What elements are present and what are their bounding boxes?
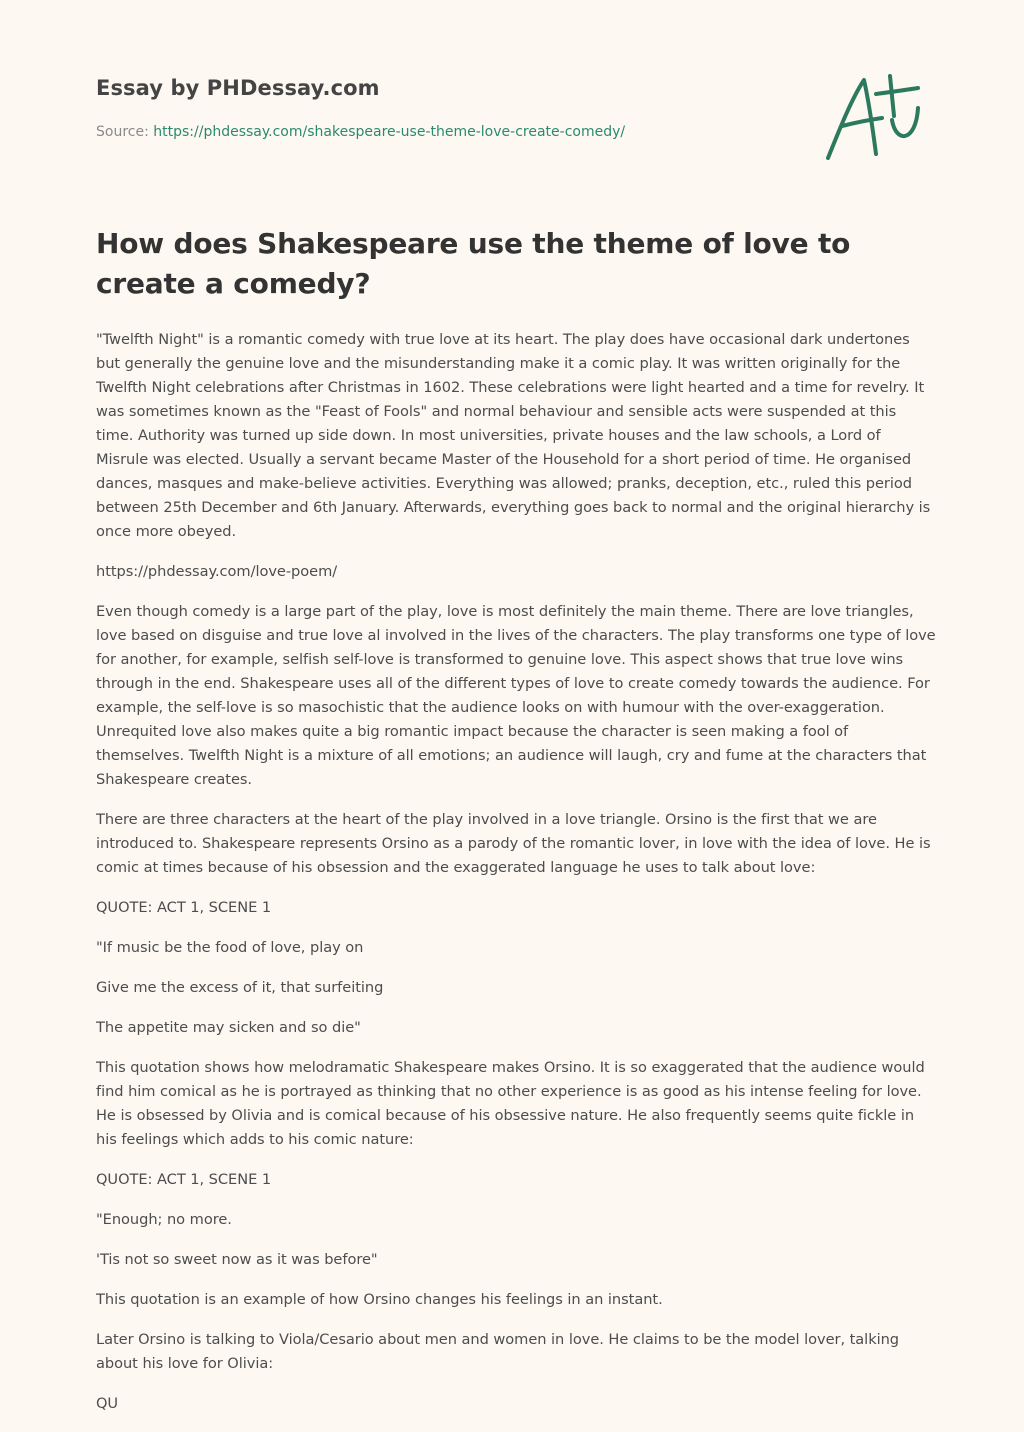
- source-label: Source:: [96, 124, 154, 140]
- paragraph-fickle: This quotation is an example of how Orsino changes his feelings in an instant.: [96, 1291, 663, 1308]
- love-poem-link[interactable]: https://phdessay.com/love-poem/: [96, 563, 338, 580]
- source-link[interactable]: https://phdessay.com/shakespeare-use-theme-love-create-comedy/: [153, 124, 626, 140]
- page-header: [96, 76, 796, 140]
- paragraph-main-theme: Even though comedy is a large part of the play, love is most definitely the main theme. There are love triangles, love based on disguise and true love al involved in the lives of the characters. The play transforms one type of love for another, for example, selfish self-love is transformed to genuine love. This aspect shows that true love wins through in the end. Shakespeare uses all of the different types of love to create comedy towards the audience. For example, the self-love is so masochistic that the audience looks on with humour with the over-exaggeration. Unrequited love also makes quite a big romantic impact because the character is seen making a fool of themselves. Twelfth Night is a mixture of all emotions; an audience will laugh, cry and fume at the characters that Shakespeare creates.: [96, 603, 936, 788]
- paragraph-model-lover: Later Orsino is talking to Viola/Cesario about men and women in love. He claims to be the model lover, talking about his love for Olivia:: [96, 1331, 900, 1372]
- quote-heading: QUOTE: ACT 1, SCENE 1: [96, 899, 272, 916]
- paragraph-truncated: QU: [96, 1395, 119, 1412]
- a-plus-logo-icon-svg: [820, 68, 930, 168]
- quote-heading: QUOTE: ACT 1, SCENE 1: [96, 1171, 272, 1188]
- quote-line: 'Tis not so sweet now as it was before": [96, 1251, 378, 1268]
- quote-line: Give me the excess of it, that surfeiting: [96, 979, 384, 996]
- quote-line: The appetite may sicken and so die": [96, 1019, 361, 1036]
- site-title: Essay by PHDessay.com: [96, 76, 380, 100]
- paragraph-love-triangle: There are three characters at the heart of the play involved in a love triangle. Orsino is the first that we are introduced to. Shakespeare represents Orsino as a parody of the romantic lover, in love with the idea of love. He is comic at times because of his obsession and the exaggerated language he uses to talk about love:: [96, 811, 931, 876]
- paragraph-intro: "Twelfth Night" is a romantic comedy with true love at its heart. The play does have occasional dark undertones but generally the genuine love and the misunderstanding make it a comic play. It was written originally for the Twelfth Night celebrations after Christmas in 1602. These celebrations were light hearted and a time for revelry. It was sometimes known as the "Feast of Fools" and normal behaviour and sensible acts were suspended at this time. Authority was turned up side down. In most universities, private houses and the law schools, a Lord of Misrule was elected. Usually a servant became Master of the Household for a short period of time. He organised dances, masques and make-believe activities. Everything was allowed; pranks, deception, etc., ruled this period between 25th December and 6th January. Afterwards, everything goes back to normal and the original hierarchy is once more obeyed.: [96, 331, 931, 540]
- article-title: How does Shakespeare use the theme of love to create a comedy?: [96, 227, 851, 300]
- paragraph-link: [96, 560, 936, 584]
- a-plus-logo-icon: [820, 68, 930, 168]
- paragraph-melodramatic: This quotation shows how melodramatic Shakespeare makes Orsino. It is so exaggerated that the audience would find him comical as he is portrayed as thinking that no other experience is as good as his intense feeling for love. He is obsessed by Olivia and is comical because of his obsessive nature. He also frequently seems quite fickle in his feelings which adds to his comic nature:: [96, 1059, 925, 1148]
- quote-line: "If music be the food of love, play on: [96, 939, 364, 956]
- source-line: [96, 124, 796, 140]
- quote-line: "Enough; no more.: [96, 1211, 232, 1228]
- article: [96, 224, 936, 1432]
